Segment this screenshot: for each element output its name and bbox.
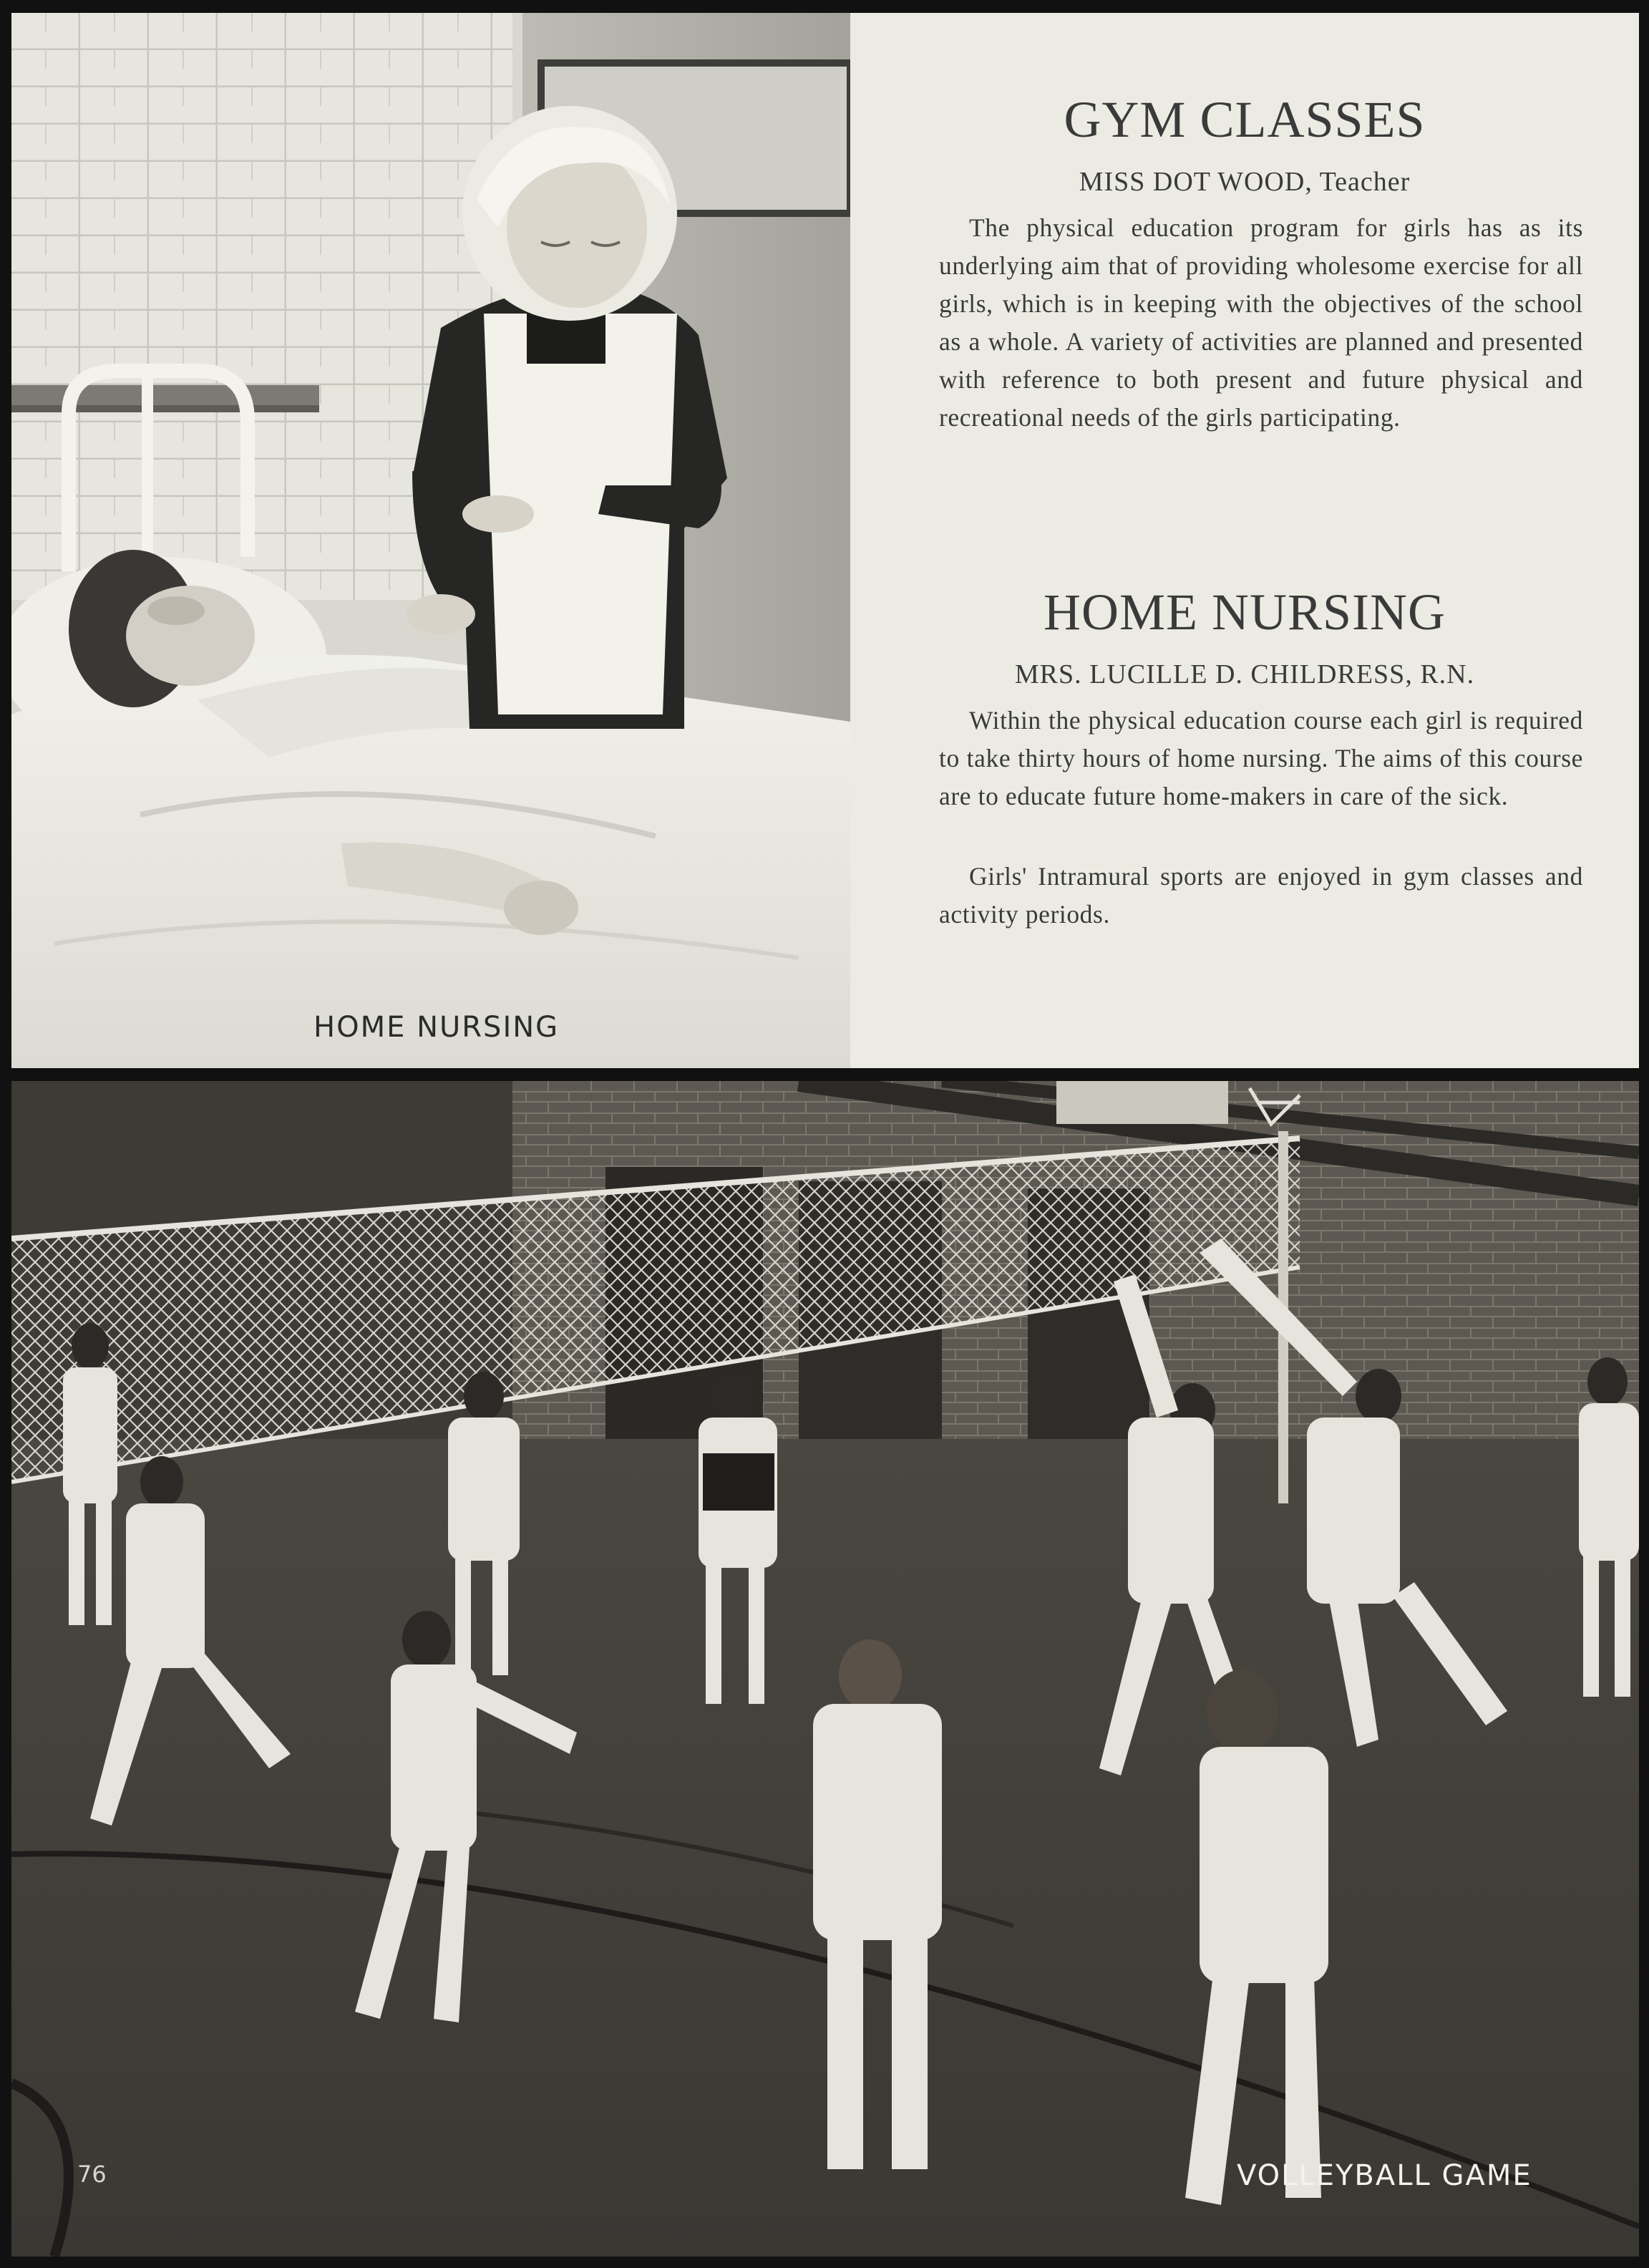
article-text-panel bbox=[850, 13, 1639, 1068]
home-nursing-illustration bbox=[11, 13, 850, 1068]
intramural-description: Girls' Intramural sports are enjoyed in gym classes and activity periods. bbox=[939, 862, 1583, 929]
gym-description: The physical education program for girls has as its underlying aim that of providing wholesome exercise for all girls, which is in keeping with the objectives of the school as a whole. A variety of activities are planned and presented with reference to both present and future physical and recreational needs of the girls participating. bbox=[939, 213, 1583, 432]
page-number: 76 bbox=[77, 2161, 107, 2188]
home-nursing-heading: HOME NURSING bbox=[1043, 583, 1446, 641]
home-nursing-photo bbox=[11, 13, 850, 1068]
volleyball-game-photo bbox=[11, 1081, 1639, 2257]
volleyball-game-illustration bbox=[11, 1081, 1639, 2257]
gym-classes-heading: GYM CLASSES bbox=[1064, 91, 1426, 148]
home-nursing-caption: HOME NURSING bbox=[313, 1011, 560, 1044]
nursing-teacher-line: MRS. LUCILLE D. CHILDRESS, R.N. bbox=[1014, 659, 1475, 689]
volleyball-game-caption: VOLLEYBALL GAME bbox=[1237, 2159, 1532, 2192]
gym-teacher-line: MISS DOT WOOD, Teacher bbox=[1079, 167, 1411, 197]
nursing-description: Within the physical education course each girl is required to take thirty hours of home nursing. The aims of this course are to educate future home-makers in care of the sick. bbox=[939, 706, 1583, 810]
